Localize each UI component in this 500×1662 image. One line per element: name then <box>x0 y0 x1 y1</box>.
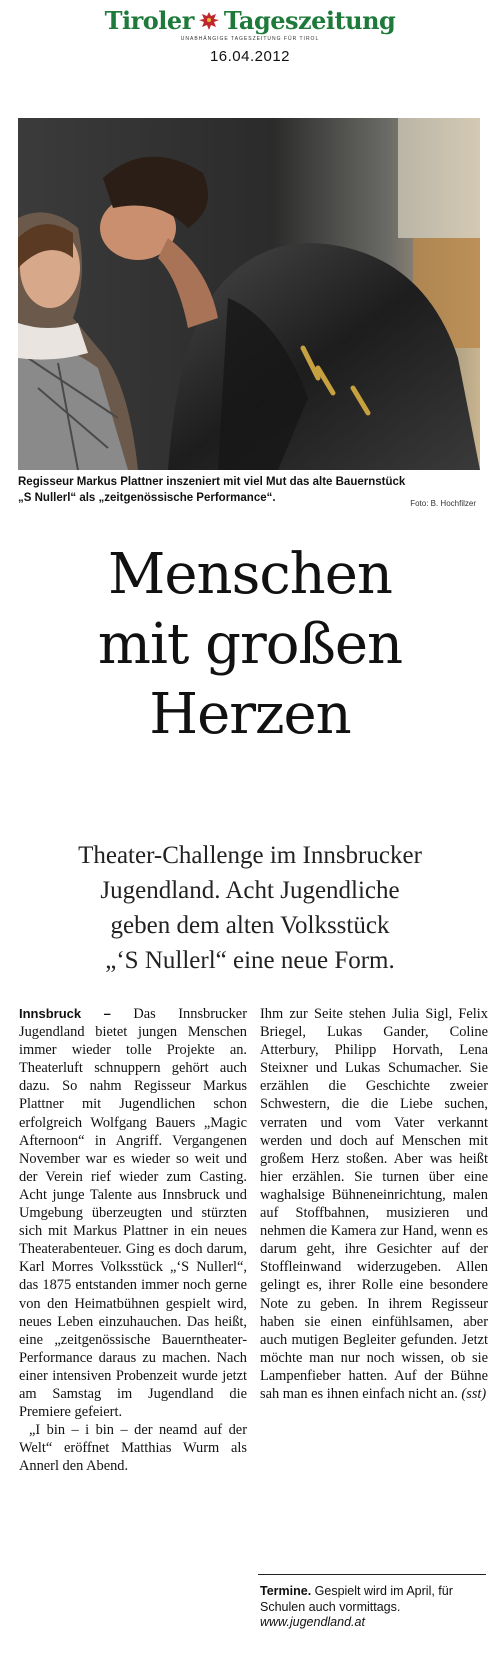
info-text: Gespielt wird im April, für Schulen auch vormittags. <box>260 1584 453 1614</box>
logo-word-right: Tageszeitung <box>223 6 396 35</box>
author-initials: (sst) <box>461 1385 487 1402</box>
caption-line: „S Nullerl“ als „zeitgenössische Performance“. <box>18 492 276 504</box>
dateline: Innsbruck – <box>19 1006 111 1021</box>
photo-caption <box>18 474 480 506</box>
photo-credit: Foto: B. Hochfilzer <box>410 499 476 508</box>
subhead-line: „‘S Nullerl“ eine neue Form. <box>105 947 395 974</box>
paragraph-text: Das Innsbrucker Jugendland bietet jungen Menschen immer wieder tolle Projekte an. Theaterluft schnuppern gehört auch dazu. So nahm Regisseur Markus Plattner mit Jugendlichen schon erfolgreich Wolfgang Bauers „Magic Afternoon“ in Angriff. Vergangenen November war es wieder so weit und der Verein rief wieder zum Casting. Acht junge Talente aus Innsbruck und Umgebung überzeugten und stürzten sich mit Markus Plattner in ein neues Theaterabenteuer. Ging es doch darum, Karl Morres Volksstück „‘S Nullerl“, das 1875 entstanden immer noch gerne von den Heimatbühnen gespielt wird, neues Leben einzuhauchen. Das heißt, eine „zeitgenössische Bauerntheater-Performance daraus zu machen. Nach einer intensiven Probenzeit wurde jetzt am Samstag im Jugendland die Premiere gefeiert. <box>19 1006 247 1421</box>
masthead <box>0 6 500 65</box>
article-column-right <box>260 1005 488 1403</box>
website-link[interactable]: www.jugendland.at <box>260 1615 365 1629</box>
tyrolean-eagle-icon <box>198 10 220 32</box>
info-divider <box>258 1574 486 1575</box>
paragraph-text: Ihm zur Seite stehen Julia Sigl, Felix Briegel, Lukas Gander, Coline Atterbury, Philipp Horvath, Lena Steixner und Lukas Schumacher. Sie erzählen die Geschichte zweier Schwestern, die die Liebe suchen, verraten und vom Vater verkannt werden und doch auf Menschen mit großem Herz stoßen. Aber was heißt hier erzählen. Sie turnen über eine waghalsige Bühneneinrichtung, malen auf Stoffbahnen, musizieren und nehmen die Kamera zur Hand, wenn es darum geht, ihre Gesichter auf der Stoffleinwand widerzugeben. Allen gelingt es, ihrer Rolle eine besondere Note zu geben. In ihrem Regisseur haben sie einen einfühlsamen, aber auch mutigen Begleiter gefunden. Jetzt möchte man nur noch wissen, ob sie Lampenfieber hatten. Auf der Bühne sah man es ihnen einfach nicht an. <box>260 1006 488 1402</box>
theater-scene-image <box>18 118 480 470</box>
subhead-line: Jugendland. Acht Jugendliche <box>100 877 400 904</box>
article-photo <box>18 118 480 470</box>
info-label: Termine. <box>260 1584 312 1598</box>
newspaper-logo <box>0 6 500 35</box>
article-column-left <box>19 1005 247 1475</box>
subhead-line: geben dem alten Volksstück <box>110 912 390 939</box>
issue-date: 16.04.2012 <box>209 48 291 65</box>
headline <box>0 540 500 750</box>
subheadline <box>0 838 500 978</box>
event-info-box <box>260 1584 488 1631</box>
headline-line: mit großen <box>97 612 403 677</box>
caption-line: Regisseur Markus Plattner inszeniert mit viel Mut das alte Bauernstück <box>18 476 406 488</box>
article-paragraph <box>19 1005 247 1421</box>
headline-line: Herzen <box>149 682 351 747</box>
article-paragraph: „I bin – i bin – der neamd auf der Welt“ eröffnet Matthias Wurm als Annerl den Abend. <box>19 1422 247 1475</box>
logo-word-left: Tiroler <box>104 6 194 35</box>
masthead-slogan: UNABHÄNGIGE TAGESZEITUNG FÜR TIROL <box>180 36 320 42</box>
article-paragraph <box>260 1005 488 1403</box>
headline-line: Menschen <box>108 542 392 607</box>
subhead-line: Theater-Challenge im Innsbrucker <box>78 842 422 869</box>
